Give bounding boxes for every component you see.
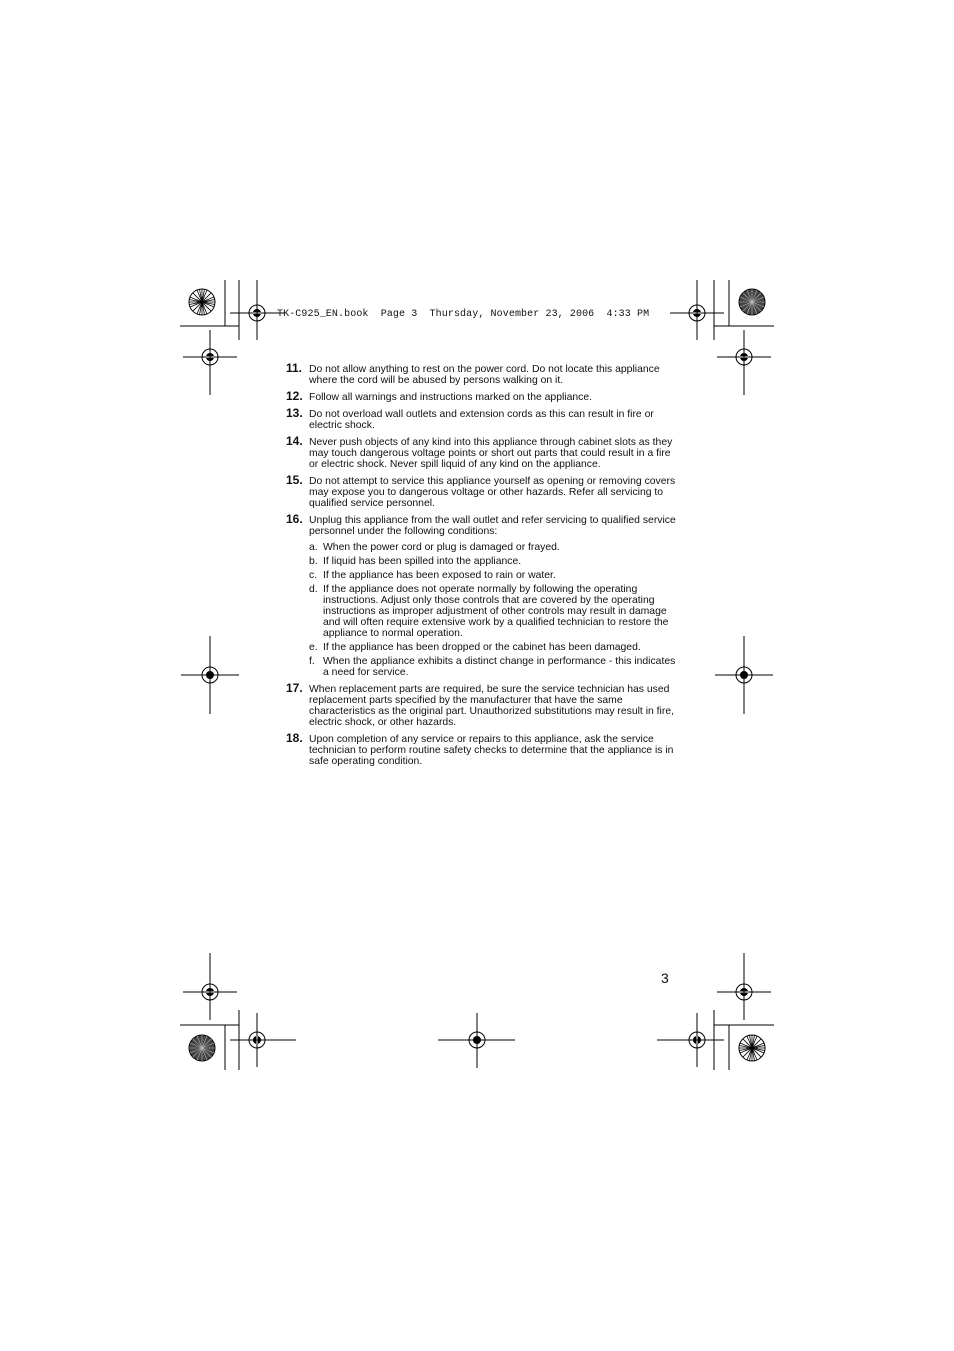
item-text: Unplug this appliance from the wall outlet and refer servicing to qualified service personnel under the following conditions:	[309, 515, 676, 537]
condition-text: When the appliance exhibits a distinct change in performance - this indicates a need for service.	[323, 656, 676, 678]
instruction-item	[286, 473, 678, 509]
condition-text: If the appliance has been exposed to rain or water.	[323, 570, 556, 581]
header-time: 4:33 PM	[606, 309, 650, 320]
header-page-label: Page	[380, 309, 406, 320]
condition-item	[309, 556, 678, 567]
condition-list	[309, 542, 678, 678]
item-number: 13.	[286, 406, 303, 420]
instruction-item	[286, 361, 678, 386]
page-number: 3	[661, 970, 669, 986]
condition-item	[309, 656, 678, 678]
condition-letter: c.	[309, 570, 318, 581]
condition-letter: e.	[309, 642, 318, 653]
item-number: 18.	[286, 731, 303, 745]
instruction-item	[286, 434, 678, 470]
condition-item	[309, 570, 678, 581]
instruction-item	[286, 731, 678, 767]
condition-letter: d.	[309, 584, 318, 595]
instruction-item	[286, 406, 678, 431]
condition-text: If the appliance has been dropped or the cabinet has been damaged.	[323, 642, 641, 653]
condition-letter: b.	[309, 556, 318, 567]
instruction-item	[286, 512, 678, 678]
item-number: 17.	[286, 681, 303, 695]
item-text: When replacement parts are required, be sure the service technician has used replacement parts specified by the manufacturer that have the same characteristics as the original part. Unauthorized substitutions may result in fire, electric shock, or other hazards.	[309, 684, 674, 728]
item-text: Upon completion of any service or repairs to this appliance, ask the service technician to perform routine safety checks to determine that the appliance is in safe operating condition.	[309, 734, 674, 767]
condition-item	[309, 542, 678, 553]
condition-letter: f.	[309, 656, 315, 667]
item-number: 16.	[286, 512, 303, 526]
item-text: Do not overload wall outlets and extension cords as this can result in fire or electric shock.	[309, 409, 654, 431]
item-number: 12.	[286, 389, 303, 403]
instruction-item	[286, 389, 678, 403]
file-header	[277, 309, 649, 320]
item-text: Follow all warnings and instructions marked on the appliance.	[309, 392, 593, 403]
item-number: 11.	[286, 361, 303, 375]
condition-item	[309, 584, 678, 639]
header-file: TK-C925_EN.book	[277, 309, 369, 320]
condition-text: If liquid has been spilled into the appliance.	[323, 556, 522, 567]
header-date: Thursday, November 23, 2006	[429, 309, 595, 320]
header-page-no: 3	[411, 309, 418, 320]
condition-item	[309, 642, 678, 653]
condition-text: When the power cord or plug is damaged or frayed.	[323, 542, 560, 553]
item-text: Do not allow anything to rest on the power cord. Do not locate this appliance where the cord will be abused by persons walking on it.	[309, 364, 660, 386]
instruction-item	[286, 681, 678, 728]
item-number: 14.	[286, 434, 303, 448]
condition-letter: a.	[309, 542, 318, 553]
item-number: 15.	[286, 473, 303, 487]
item-text: Never push objects of any kind into this appliance through cabinet slots as they may touch dangerous voltage points or short out parts that could result in a fire or electric shock. Never spill liquid of any kind on the appliance.	[309, 437, 673, 470]
item-text: Do not attempt to service this appliance yourself as opening or removing covers may expose you to dangerous voltage or other hazards. Refer all servicing to qualified service personnel.	[309, 476, 676, 509]
condition-text: If the appliance does not operate normally by following the operating instructions. Adjust only those controls that are covered by the operating instructions as improper adjustment of other controls may result in damage and will often require extensive work by a qualified technician to restore the appliance to normal operation.	[323, 584, 669, 639]
safety-instructions	[286, 361, 678, 773]
